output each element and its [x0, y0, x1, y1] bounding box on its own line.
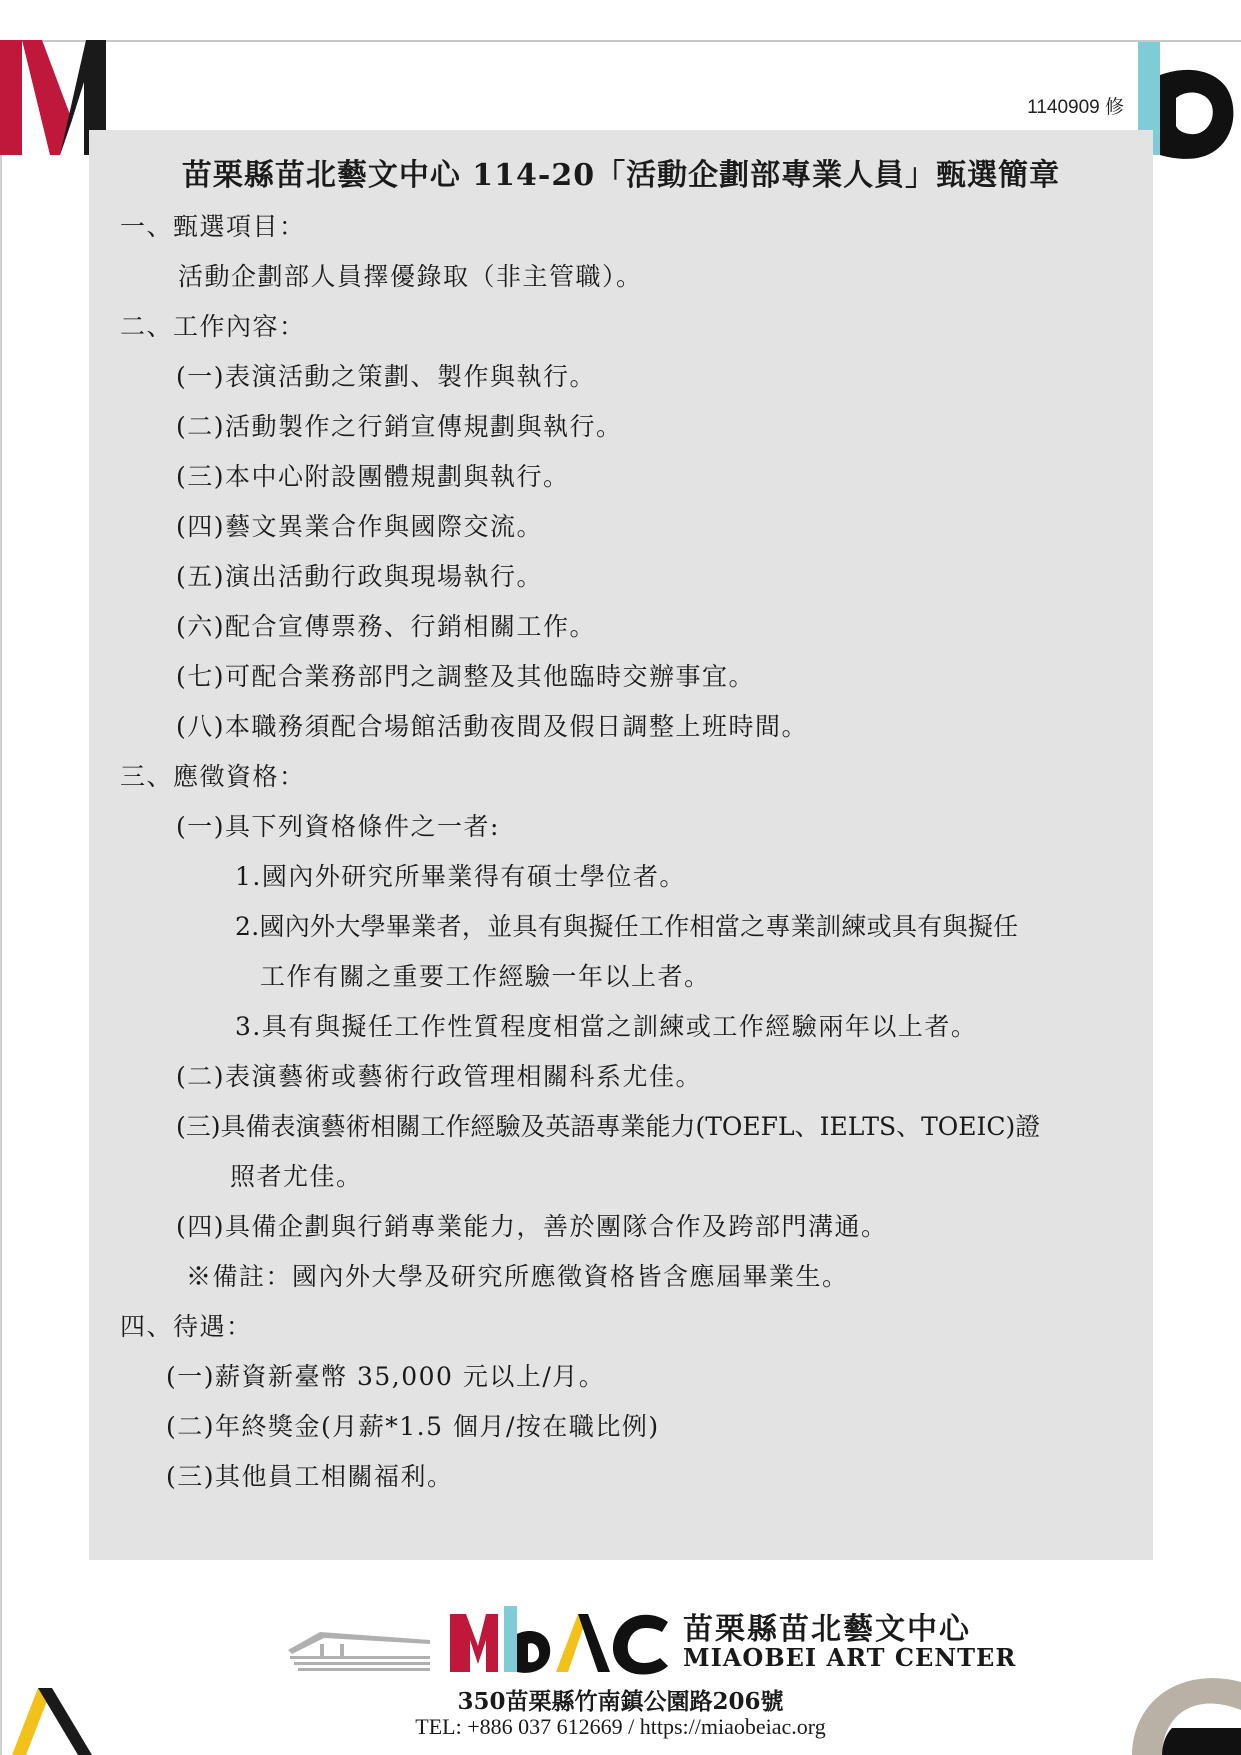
mbac-wordmark — [450, 1606, 668, 1675]
revision-note: 1140909 修 — [1027, 97, 1124, 118]
building-icon — [288, 1632, 430, 1671]
content-panel — [89, 130, 1153, 1560]
sub-list-item-cont: 工作有關之重要工作經驗一年以上者。 — [260, 962, 711, 991]
page-title: 苗栗縣苗北藝文中心 114-20「活動企劃部專業人員」甄選簡章 — [181, 158, 1061, 193]
list-item: (一)薪資新臺幣 35,000 元以上/月。 — [166, 1362, 606, 1391]
list-item: (四)藝文異業合作與國際交流。 — [176, 512, 544, 541]
section-heading-2: 二、工作內容： — [120, 312, 306, 341]
list-item: (一)表演活動之策劃、製作與執行。 — [176, 362, 597, 391]
list-item: (八)本職務須配合場館活動夜間及假日調整上班時間。 — [176, 712, 809, 741]
corner-b-graphic — [1138, 40, 1241, 160]
center-name-en: MIAOBEI ART CENTER — [683, 1643, 1017, 1672]
section-heading-3: 三、應徵資格： — [120, 762, 306, 791]
list-item: (三)其他員工相關福利。 — [166, 1462, 454, 1491]
section-heading-1: 一、甄選項目： — [120, 212, 306, 241]
address: 350苗栗縣竹南鎮公園路206號 — [457, 1688, 784, 1715]
list-item: (六)配合宣傳票務、行銷相關工作。 — [176, 612, 597, 641]
center-name-cn: 苗栗縣苗北藝文中心 — [683, 1612, 971, 1647]
list-item: (七)可配合業務部門之調整及其他臨時交辦事宜。 — [176, 662, 756, 691]
list-item: (三)具備表演藝術相關工作經驗及英語專業能力(TOEFL、IELTS、TOEIC)證 — [176, 1112, 1041, 1141]
note-line: ※備註：國內外大學及研究所應徵資格皆含應屆畢業生。 — [186, 1262, 849, 1291]
body-line: 活動企劃部人員擇優錄取（非主管職）。 — [178, 262, 643, 291]
top-rule — [0, 40, 1241, 42]
list-item: (二)表演藝術或藝術行政管理相關科系尤佳。 — [176, 1062, 703, 1091]
left-rule — [0, 40, 2, 1755]
section-heading-4: 四、待遇： — [120, 1312, 253, 1341]
list-item-cont: 照者尤佳。 — [230, 1162, 363, 1191]
list-item: (一)具下列資格條件之一者: — [176, 812, 500, 841]
sub-list-item: 1.國內外研究所畢業得有碩士學位者。 — [235, 862, 686, 891]
contact-info: TEL: +886 037 612669 / https://miaobeiac.org — [415, 1714, 826, 1739]
sub-list-item: 2.國內外大學畢業者，並具有與擬任工作相當之專業訓練或具有與擬任 — [235, 912, 1019, 941]
list-item: (三)本中心附設團體規劃與執行。 — [176, 462, 570, 491]
list-item: (四)具備企劃與行銷專業能力，善於團隊合作及跨部門溝通。 — [176, 1212, 888, 1241]
logo-text: MbAC — [280, 1600, 284, 1601]
list-item: (二)活動製作之行銷宣傳規劃與執行。 — [176, 412, 623, 441]
mbac-logo — [280, 1600, 670, 1675]
list-item: (五)演出活動行政與現場執行。 — [176, 562, 544, 591]
sub-list-item: 3.具有與擬任工作性質程度相當之訓練或工作經驗兩年以上者。 — [235, 1012, 978, 1041]
list-item: (二)年終獎金(月薪*1.5 個月/按在職比例) — [166, 1412, 660, 1441]
